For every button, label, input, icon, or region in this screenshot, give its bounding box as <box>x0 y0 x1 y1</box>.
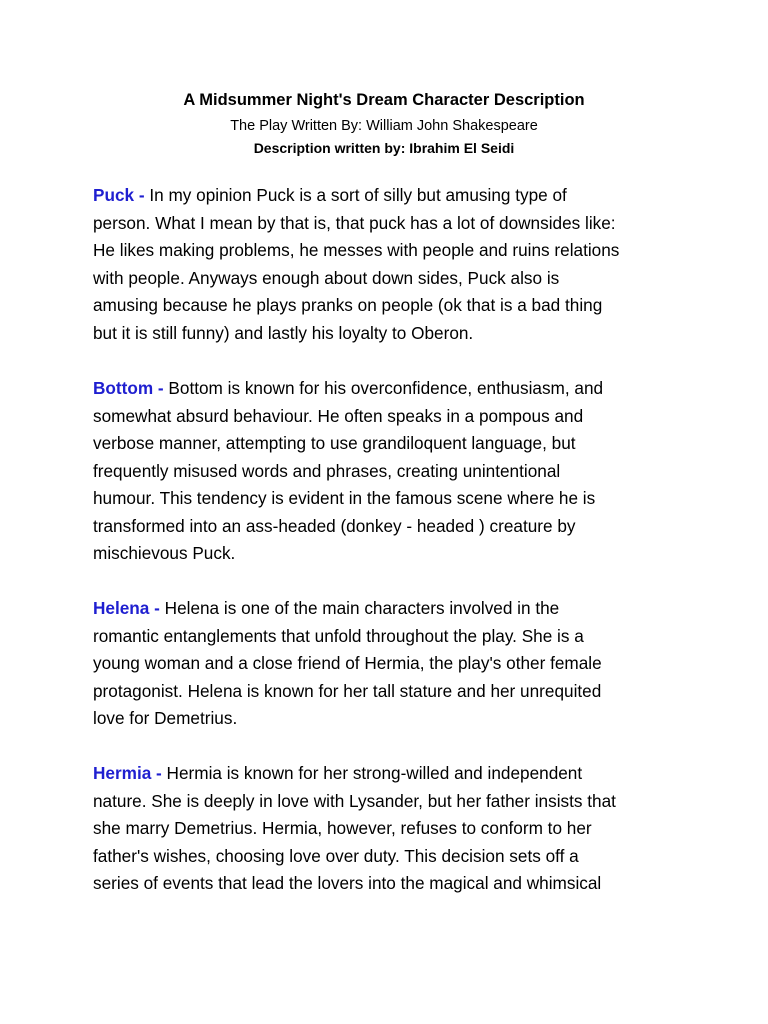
paragraph-line: mischievous Puck. <box>93 543 236 563</box>
paragraph-line: frequently misused words and phrases, creating unintentional <box>93 460 561 481</box>
paragraph-line: but it is still funny) and lastly his loyalty to Oberon. <box>93 322 474 343</box>
paragraph-line: person. What I mean by that is, that puck has a lot of downsides like: <box>93 212 616 233</box>
character-name: Puck - <box>93 185 145 205</box>
section-helena <box>93 595 683 733</box>
section-hermia <box>93 760 683 898</box>
paragraph-line: nature. She is deeply in love with Lysander, but her father insists that <box>93 790 616 811</box>
paragraph-line: humour. This tendency is evident in the famous scene where he is <box>93 488 596 508</box>
paragraph-line: verbose manner, attempting to use grandiloquent language, but <box>93 433 576 453</box>
paragraph-line <box>93 760 683 788</box>
paragraph-line: with people. Anyways enough about down sides, Puck also is <box>93 267 560 288</box>
document-title: A Midsummer Night's Dream Character Description <box>183 91 585 109</box>
paragraph-line: father's wishes, choosing love over duty. This decision sets off a <box>93 845 579 866</box>
paragraph-line <box>93 182 683 210</box>
paragraph-line: young woman and a close friend of Hermia, the play's other female <box>93 653 602 673</box>
paragraph-line: series of events that lead the lovers into the magical and whimsical <box>93 873 602 893</box>
paragraph-line: He likes making problems, he messes with people and ruins relations <box>93 240 620 260</box>
paragraph-line: she marry Demetrius. Hermia, however, refuses to conform to her <box>93 818 592 838</box>
paragraph-text: Bottom is known for his overconfidence, enthusiasm, and <box>163 378 604 398</box>
paragraph-line: somewhat absurd behaviour. He often speaks in a pompous and <box>93 405 584 426</box>
paragraph-line: love for Demetrius. <box>93 708 238 728</box>
paragraph-line: romantic entanglements that unfold throughout the play. She is a <box>93 625 584 646</box>
character-name: Bottom - <box>93 378 164 398</box>
character-name: Hermia - <box>93 763 162 783</box>
paragraph-text: Helena is one of the main characters involved in the <box>159 598 560 618</box>
section-bottom <box>93 375 683 568</box>
paragraph-text: Hermia is known for her strong-willed and independent <box>161 763 583 783</box>
paragraph-line <box>93 375 683 403</box>
character-name: Helena - <box>93 598 160 618</box>
section-puck <box>93 182 683 347</box>
paragraph-line: amusing because he plays pranks on people (ok that is a bad thing <box>93 295 603 315</box>
paragraph-line: transformed into an ass-headed (donkey - headed ) creature by <box>93 515 576 536</box>
paragraph-line: protagonist. Helena is known for her tall stature and her unrequited <box>93 680 602 701</box>
document-subtitle: The Play Written By: William John Shakespeare <box>230 118 538 134</box>
paragraph-text: In my opinion Puck is a sort of silly but amusing type of <box>144 185 567 205</box>
paragraph-line <box>93 595 683 623</box>
document-byline: Description written by: Ibrahim El Seidi <box>253 140 515 156</box>
